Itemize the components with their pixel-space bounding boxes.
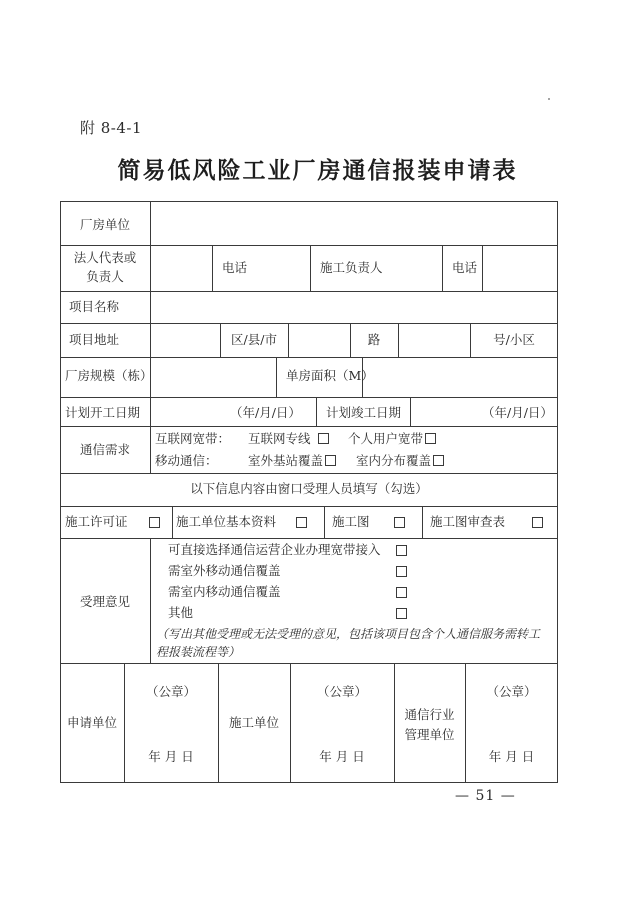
page-number: — 51 — (455, 788, 516, 804)
indoor-coverage-checkbox[interactable] (433, 455, 444, 466)
phone-field-2[interactable] (484, 247, 556, 290)
regulator-label-line2: 管理单位 (404, 727, 455, 742)
plan-start-format: （年/月/日） (230, 405, 301, 420)
regulator-label-line1: 通信行业 (404, 707, 455, 722)
scan-speck (548, 98, 550, 100)
phone-field-1[interactable] (260, 247, 308, 290)
factory-unit-field[interactable] (152, 203, 556, 244)
acceptance-label: 受理意见 (79, 594, 130, 609)
factory-scale-label: 厂房规模（栋） (65, 368, 153, 383)
applicant-seal: （公章） (145, 684, 196, 699)
personal-broadband-checkbox[interactable] (425, 433, 436, 444)
construction-unit-date: 年 月 日 (319, 749, 365, 764)
acceptance-note-line1: （写出其他受理或无法受理的意见，包括该项目包含个人通信服务需转工 (156, 627, 541, 641)
legal-rep-field[interactable] (152, 247, 210, 290)
project-address-label: 项目地址 (69, 332, 120, 347)
plan-end-format: （年/月/日） (482, 405, 553, 420)
acceptance-checkbox-4[interactable] (396, 608, 407, 619)
mobile-comm-label: 移动通信： (155, 453, 218, 468)
outdoor-coverage-checkbox[interactable] (325, 455, 336, 466)
construction-unit-seal: （公章） (316, 684, 367, 699)
drawings-label: 施工图 (332, 514, 370, 529)
application-form (60, 201, 558, 783)
personal-broadband-option[interactable]: 个人用户宽带 (348, 430, 436, 448)
factory-unit-label: 厂房单位 (80, 217, 131, 232)
acceptance-option-1: 可直接选择通信运营企业办理宽带接入 (168, 542, 381, 557)
drawing-review-label: 施工图审查表 (430, 514, 506, 529)
permit-label: 施工许可证 (65, 514, 128, 529)
plan-end-label: 计划竣工日期 (326, 405, 402, 420)
unit-docs-label: 施工单位基本资料 (176, 514, 277, 529)
acceptance-option-3: 需室内移动通信覆盖 (168, 584, 281, 599)
project-name-label: 项目名称 (69, 299, 120, 314)
regulator-date: 年 月 日 (488, 749, 535, 764)
acceptance-option-4: 其他 (168, 605, 194, 620)
number-label: 号/小区 (493, 332, 535, 347)
applicant-date: 年 月 日 (148, 749, 194, 764)
acceptance-checkbox-2[interactable] (396, 566, 407, 577)
unit-docs-checkbox[interactable] (296, 517, 307, 528)
road-label: 路 (367, 332, 381, 347)
regulator-seal: （公章） (486, 684, 537, 699)
legal-rep-label-line2: 负责人 (86, 269, 124, 284)
factory-scale-field[interactable] (152, 359, 274, 396)
project-name-field[interactable] (152, 293, 556, 322)
outdoor-coverage-option[interactable]: 室外基站覆盖 (248, 452, 336, 470)
internet-line-checkbox[interactable] (318, 433, 329, 444)
legal-rep-label-line1: 法人代表或 (73, 250, 137, 265)
applicant-label: 申请单位 (66, 715, 117, 730)
district-label: 区/县/市 (231, 332, 277, 347)
phone-label-2: 电话 (452, 260, 478, 275)
acceptance-checkbox-1[interactable] (396, 545, 407, 556)
construction-lead-field[interactable] (390, 247, 440, 290)
unit-area-field[interactable] (364, 359, 556, 396)
plan-start-label: 计划开工日期 (65, 405, 141, 420)
permit-checkbox[interactable] (149, 517, 160, 528)
phone-label-1: 电话 (222, 260, 248, 275)
drawing-review-checkbox[interactable] (532, 517, 543, 528)
acceptance-note-line2: 程报装流程等） (156, 645, 241, 659)
construction-lead-label: 施工负责人 (320, 260, 383, 275)
comm-needs-label: 通信需求 (79, 442, 130, 457)
window-note: 以下信息内容由窗口受理人员填写（勾选） (190, 481, 428, 496)
unit-area-label: 单房面积（M） (286, 368, 374, 383)
construction-unit-label: 施工单位 (228, 715, 279, 730)
indoor-coverage-option[interactable]: 室内分布覆盖 (356, 452, 444, 470)
internet-broadband-label: 互联网宽带： (155, 431, 231, 446)
drawings-checkbox[interactable] (394, 517, 405, 528)
attachment-label: 附 8-4-1 (80, 119, 143, 137)
acceptance-checkbox-3[interactable] (396, 587, 407, 598)
internet-line-option[interactable]: 互联网专线 (248, 430, 329, 448)
form-title: 简易低风险工业厂房通信报装申请表 (117, 157, 518, 184)
acceptance-option-2: 需室外移动通信覆盖 (168, 563, 281, 578)
